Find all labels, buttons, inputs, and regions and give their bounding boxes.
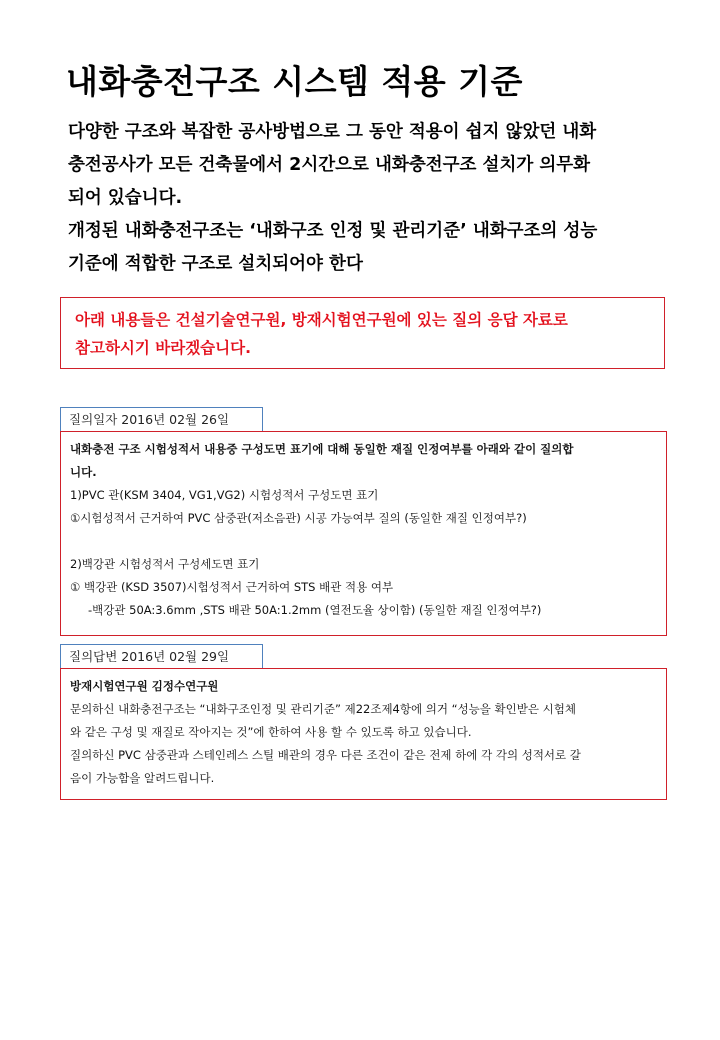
answer-line: 질의하신 PVC 삼중관과 스테인레스 스틸 배관의 경우 다른 조건이 같은 전제 하에 각 각의 성적서로 갈 xyxy=(70,748,581,762)
intro-line: 되어 있습니다. xyxy=(68,188,183,208)
intro-line: 개정된 내화충전구조는 ‘내화구조 인정 및 관리기준’ 내화구조의 성능 xyxy=(68,221,598,241)
question-heading: 내화충전 구조 시험성적서 내용중 구성도면 표기에 대해 동일한 재질 인정여부를 아래와 같이 질의합 xyxy=(70,442,574,456)
intro-paragraph xyxy=(68,116,668,281)
notice-line: 참고하시기 바라겠습니다. xyxy=(75,339,251,357)
answer-box xyxy=(60,668,667,800)
intro-line: 기준에 적합한 구조로 설치되어야 한다 xyxy=(68,254,363,274)
answer-line: 와 같은 구성 및 재질로 작아지는 것”에 한하여 사용 할 수 있도록 하고 있습니다. xyxy=(70,725,472,739)
answer-responder: 방재시험연구원 김정수연구원 xyxy=(70,679,219,693)
answer-line: 문의하신 내화충전구조는 “내화구조인정 및 관리기준” 제22조제4항에 의거 “성능을 확인받은 시험체 xyxy=(70,702,576,716)
notice-box xyxy=(60,297,665,369)
question-heading-cont: 니다. xyxy=(70,465,97,479)
answer-line: 음이 가능함을 알려드립니다. xyxy=(70,771,215,785)
spacer xyxy=(70,530,656,553)
question-item-1-detail: ①시험성적서 근거하여 PVC 삼중관(저소음관) 시공 가능여부 질의 (동일한 재질 인정여부?) xyxy=(70,511,527,525)
answer-date-tab: 질의답변 2016년 02월 29일 xyxy=(60,644,263,668)
question-item-2-detail: ① 백강관 (KSD 3507)시험성적서 근거하여 STS 배관 적용 여부 xyxy=(70,580,394,594)
question-item-1-title: 1)PVC 관(KSM 3404, VG1,VG2) 시험성적서 구성도면 표기 xyxy=(70,488,379,502)
question-date-tab: 질의일자 2016년 02월 26일 xyxy=(60,407,263,431)
intro-line: 충전공사가 모든 건축물에서 2시간으로 내화충전구조 설치가 의무화 xyxy=(68,155,591,175)
question-item-2-sub: -백강관 50A:3.6mm ,STS 배관 50A:1.2mm (열전도율 상이함) (동일한 재질 인정여부?) xyxy=(88,603,542,617)
notice-line: 아래 내용들은 건설기술연구원, 방재시험연구원에 있는 질의 응답 자료로 xyxy=(75,311,568,329)
question-box xyxy=(60,431,667,636)
question-item-2-title: 2)백강관 시험성적서 구성세도면 표기 xyxy=(70,557,260,571)
intro-line: 다양한 구조와 복잡한 공사방법으로 그 동안 적용이 쉽지 않았던 내화 xyxy=(68,122,597,142)
page-title: 내화충전구조 시스템 적용 기준 xyxy=(66,62,523,101)
